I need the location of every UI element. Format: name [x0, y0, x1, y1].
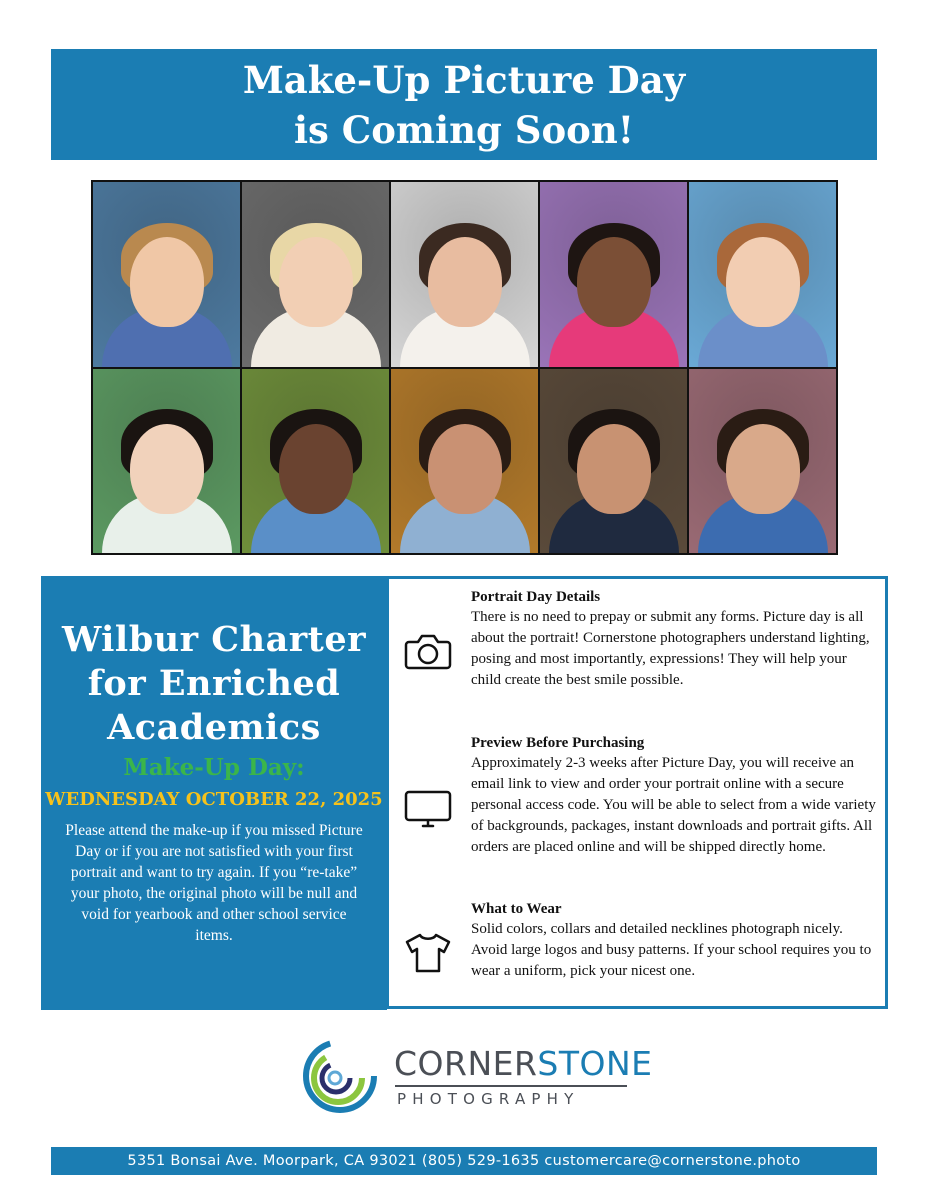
title-banner [51, 49, 877, 160]
portrait-face [130, 424, 204, 514]
student-portrait-photo [391, 182, 538, 367]
student-portrait-photo [689, 182, 836, 367]
logo-subtitle: PHOTOGRAPHY [397, 1090, 580, 1108]
preview-title: Preview Before Purchasing [471, 735, 645, 751]
student-portrait-photo [242, 182, 389, 367]
student-portrait-photo [93, 369, 240, 554]
preview-before-purchasing [471, 733, 879, 858]
makeup-day-date: WEDNESDAY OCTOBER 22, 2025 [45, 789, 383, 810]
portrait-face [428, 237, 502, 327]
student-portrait-photo [93, 182, 240, 367]
swirl-logo-icon [302, 1038, 382, 1118]
portrait-face [577, 237, 651, 327]
logo-divider [395, 1085, 627, 1087]
portrait-face [130, 237, 204, 327]
contact-footer: 5351 Bonsai Ave. Moorpark, CA 93021 (805) 529-1635 customercare@cornerstone.photo [51, 1147, 877, 1175]
portrait-face [577, 424, 651, 514]
portrait-face [279, 237, 353, 327]
logo-wordmark [394, 1044, 653, 1083]
school-info-panel [41, 576, 387, 1010]
school-name-line2: for Enriched [87, 663, 341, 704]
details-panel [386, 576, 888, 1009]
logo-word-part1: CORNER [394, 1044, 538, 1083]
student-portrait-photo [540, 182, 687, 367]
portrait-day-title: Portrait Day Details [471, 589, 601, 605]
preview-text: Approximately 2-3 weeks after Picture Day, you will receive an email link to view and order your portrait online with a secure personal access code. You will be able to select from a wide variety of backgrounds, packages, instant downloads and portrait gifts. All orders are placed online and will be shipped directly home. [471, 755, 876, 855]
portrait-day-text: There is no need to prepay or submit any forms. Picture day is all about the portrait! Cornerstone photographers understand lighting, posing and most importantly, expressions! They will help your child create the best smile possible. [471, 609, 870, 688]
student-portrait-photo [391, 369, 538, 554]
portrait-face [726, 237, 800, 327]
banner-title-line2: is Coming Soon! [294, 108, 634, 152]
tshirt-icon [403, 929, 453, 979]
wear-title: What to Wear [471, 901, 562, 917]
school-name-line1: Wilbur Charter [61, 619, 367, 660]
what-to-wear [471, 899, 879, 982]
cornerstone-logo [302, 1038, 653, 1118]
sample-portrait-grid [91, 180, 838, 555]
portrait-face [726, 424, 800, 514]
logo-word-part2: STONE [537, 1044, 653, 1083]
portrait-face [428, 424, 502, 514]
banner-title-line1: Make-Up Picture Day [242, 58, 686, 102]
wear-text: Solid colors, collars and detailed necklines photograph nicely. Avoid large logos and busy patterns. If your school requires you to wear a uniform, pick your nicest one. [471, 921, 872, 979]
school-name [41, 618, 387, 750]
portrait-face [279, 424, 353, 514]
portrait-day-details [471, 587, 879, 691]
makeup-day-label: Make-Up Day: [123, 754, 305, 781]
student-portrait-photo [689, 369, 836, 554]
student-portrait-photo [540, 369, 687, 554]
makeup-description: Please attend the make-up if you missed Picture Day or if you are not satisfied with your first portrait and want to try again. If you “re-take” your photo, the original photo will be null and void for yearbook and other school service items. [65, 822, 363, 944]
student-portrait-photo [242, 369, 389, 554]
camera-icon [403, 627, 453, 677]
monitor-icon [403, 784, 453, 834]
school-name-line3: Academics [107, 707, 321, 748]
